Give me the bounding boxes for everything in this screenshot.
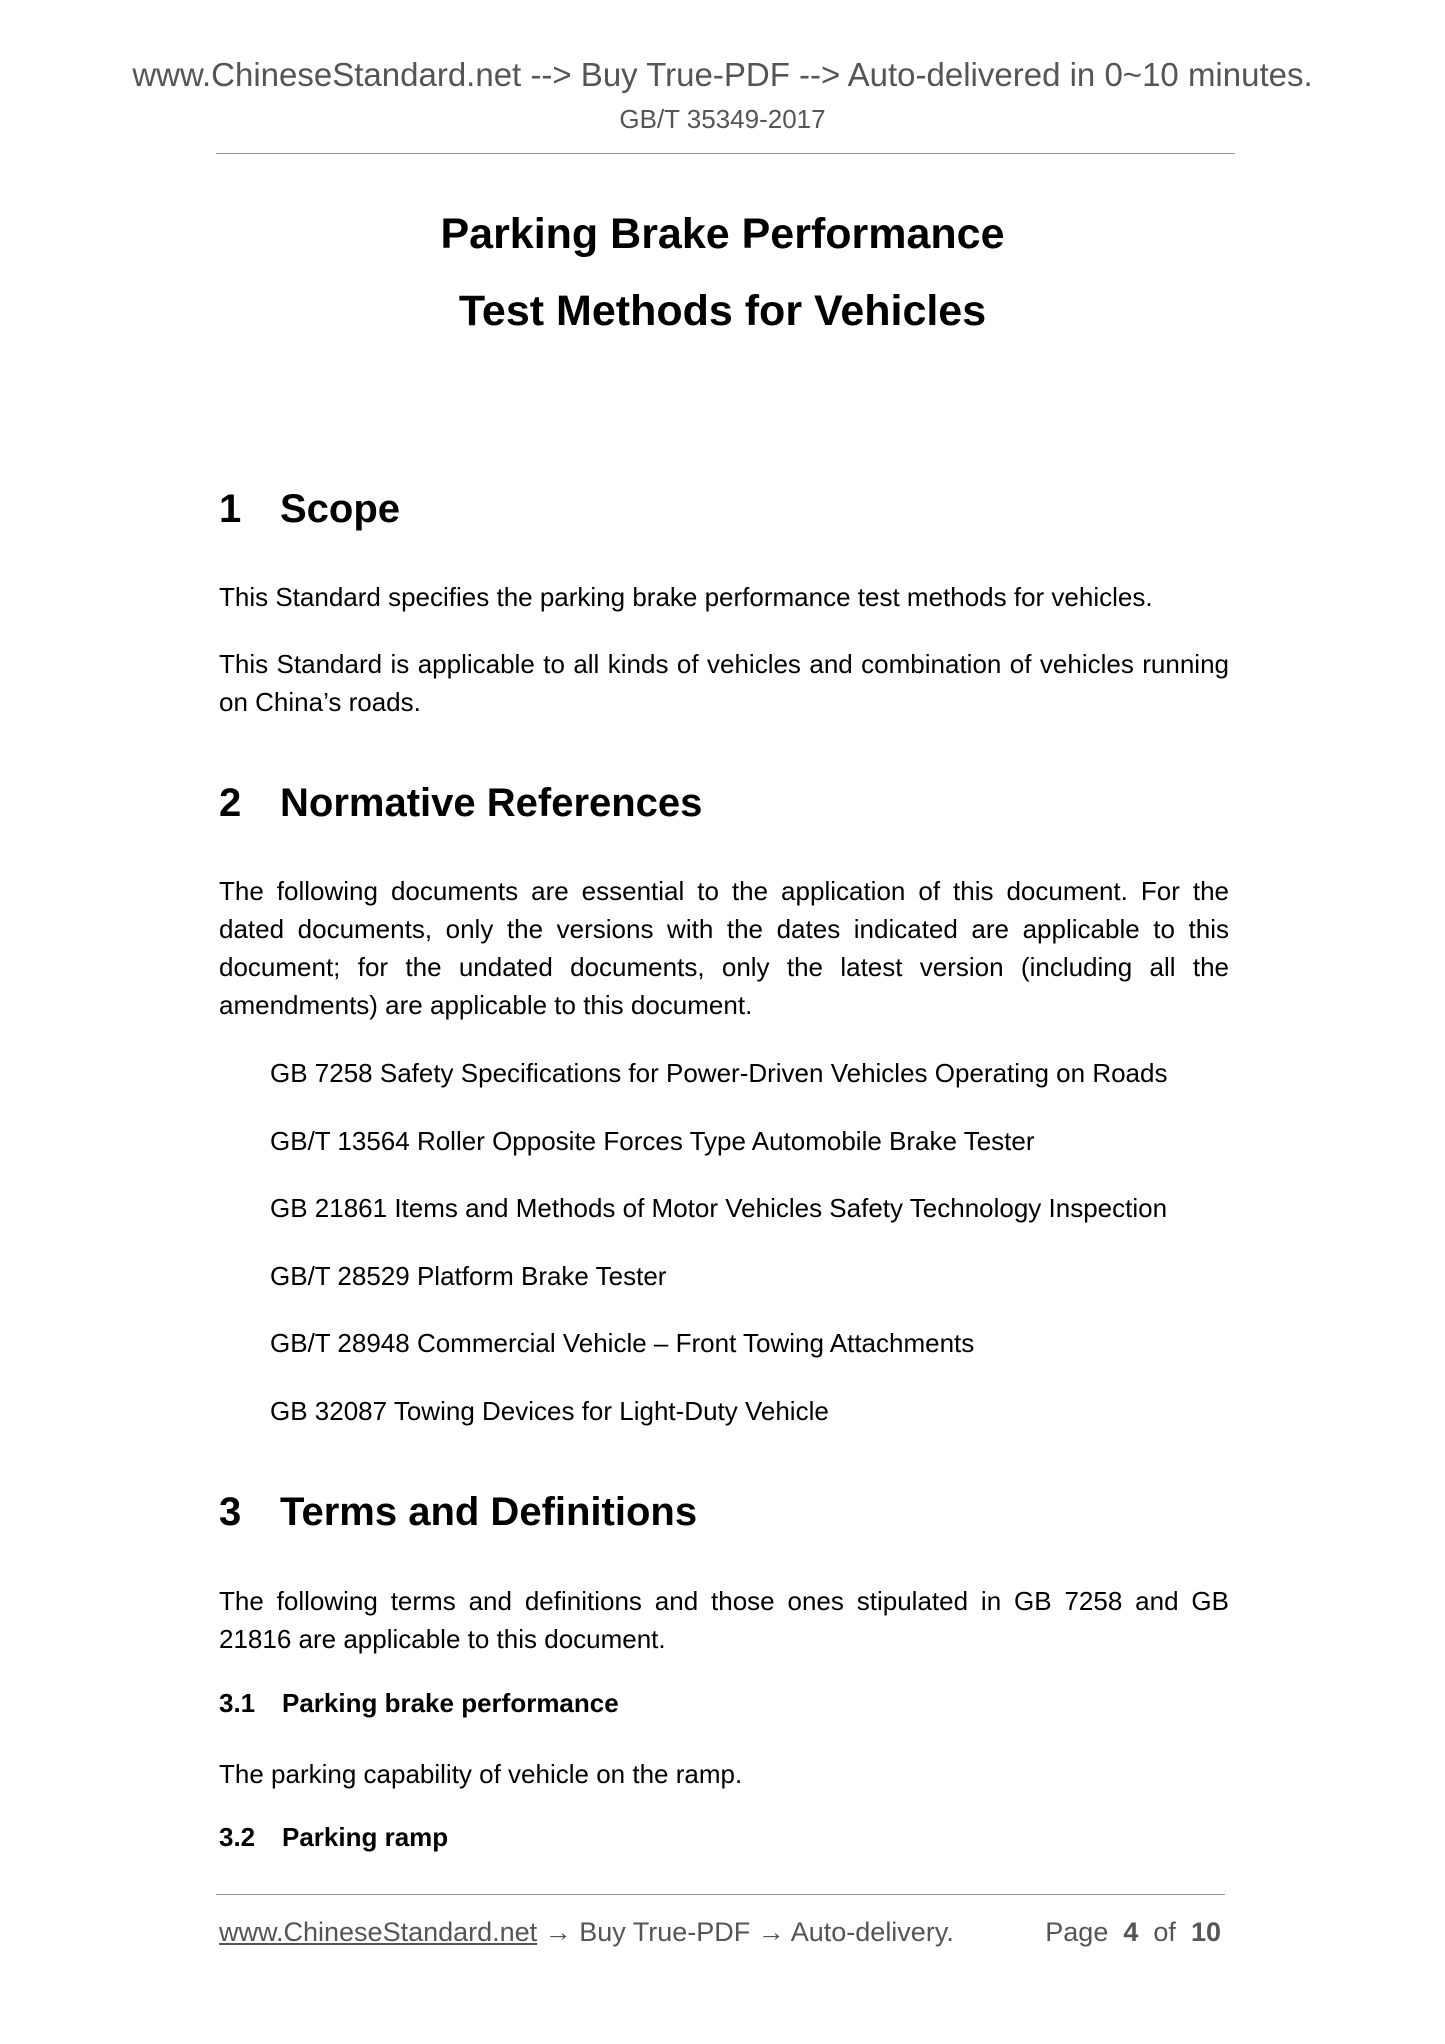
header-banner: www.ChineseStandard.net --> Buy True-PDF --> Auto-delivered in 0~10 minutes.: [132, 56, 1313, 93]
subsection-title: Parking brake performance: [282, 1688, 619, 1718]
reference-item: GB 21861 Items and Methods of Motor Vehicles Safety Technology Inspection: [270, 1193, 1168, 1223]
section-title: Normative References: [280, 781, 703, 825]
paragraph: The following terms and definitions and those ones stipulated in GB 7258 and GB 21816 are applicable to this document.: [219, 1586, 1229, 1654]
reference-item: GB 7258 Safety Specifications for Power-Driven Vehicles Operating on Roads: [270, 1058, 1168, 1088]
page-indicator: [1045, 1917, 1221, 1948]
reference-item: GB/T 13564 Roller Opposite Forces Type Automobile Brake Tester: [270, 1126, 1035, 1156]
total-pages: 10: [1190, 1917, 1221, 1947]
of-label: of: [1153, 1917, 1176, 1947]
footer-site-link[interactable]: www.ChineseStandard.net: [219, 1917, 538, 1947]
section-number: 3: [219, 1490, 242, 1534]
page-footer: [219, 1917, 1221, 1948]
document-title-line-2: Test Methods for Vehicles: [458, 287, 987, 335]
section-3-heading: [219, 1490, 697, 1535]
paragraph: This Standard specifies the parking brake performance test methods for vehicles.: [219, 582, 1153, 612]
document-title-line-1: Parking Brake Performance: [440, 210, 1005, 258]
footer-promo-text: → Buy True-PDF → Auto-delivery.: [537, 1917, 954, 1947]
standard-code: GB/T 35349-2017: [619, 104, 826, 134]
section-title: Scope: [280, 487, 401, 531]
page-label: Page: [1045, 1917, 1109, 1947]
section-number: 2: [219, 781, 242, 825]
section-1-heading: [219, 487, 400, 532]
paragraph: This Standard is applicable to all kinds of vehicles and combination of vehicles running on China’s roads.: [219, 649, 1229, 717]
header-divider: [216, 153, 1235, 154]
section-2-heading: [219, 781, 702, 826]
section-title: Terms and Definitions: [280, 1490, 698, 1534]
footer-divider: [216, 1894, 1225, 1895]
subsection-number: 3.1: [219, 1688, 256, 1718]
subsection-number: 3.2: [219, 1822, 256, 1852]
reference-item: GB/T 28948 Commercial Vehicle – Front Towing Attachments: [270, 1328, 975, 1358]
reference-item: GB 32087 Towing Devices for Light-Duty Vehicle: [270, 1396, 829, 1426]
subsection-title: Parking ramp: [282, 1822, 449, 1852]
paragraph: The following documents are essential to the application of this document. For the dated documents, only the versions with the dates indicated are applicable to this document; for the undated documents, only the latest version (including all the amendments) are applicable to this document.: [219, 876, 1229, 1020]
subsection-3-2-heading: [219, 1822, 448, 1853]
subsection-3-1-heading: [219, 1688, 619, 1719]
definition-text: The parking capability of vehicle on the ramp.: [219, 1759, 743, 1789]
footer-promo: [219, 1917, 954, 1948]
reference-item: GB/T 28529 Platform Brake Tester: [270, 1261, 667, 1291]
section-number: 1: [219, 487, 242, 531]
page-number: 4: [1123, 1917, 1139, 1947]
